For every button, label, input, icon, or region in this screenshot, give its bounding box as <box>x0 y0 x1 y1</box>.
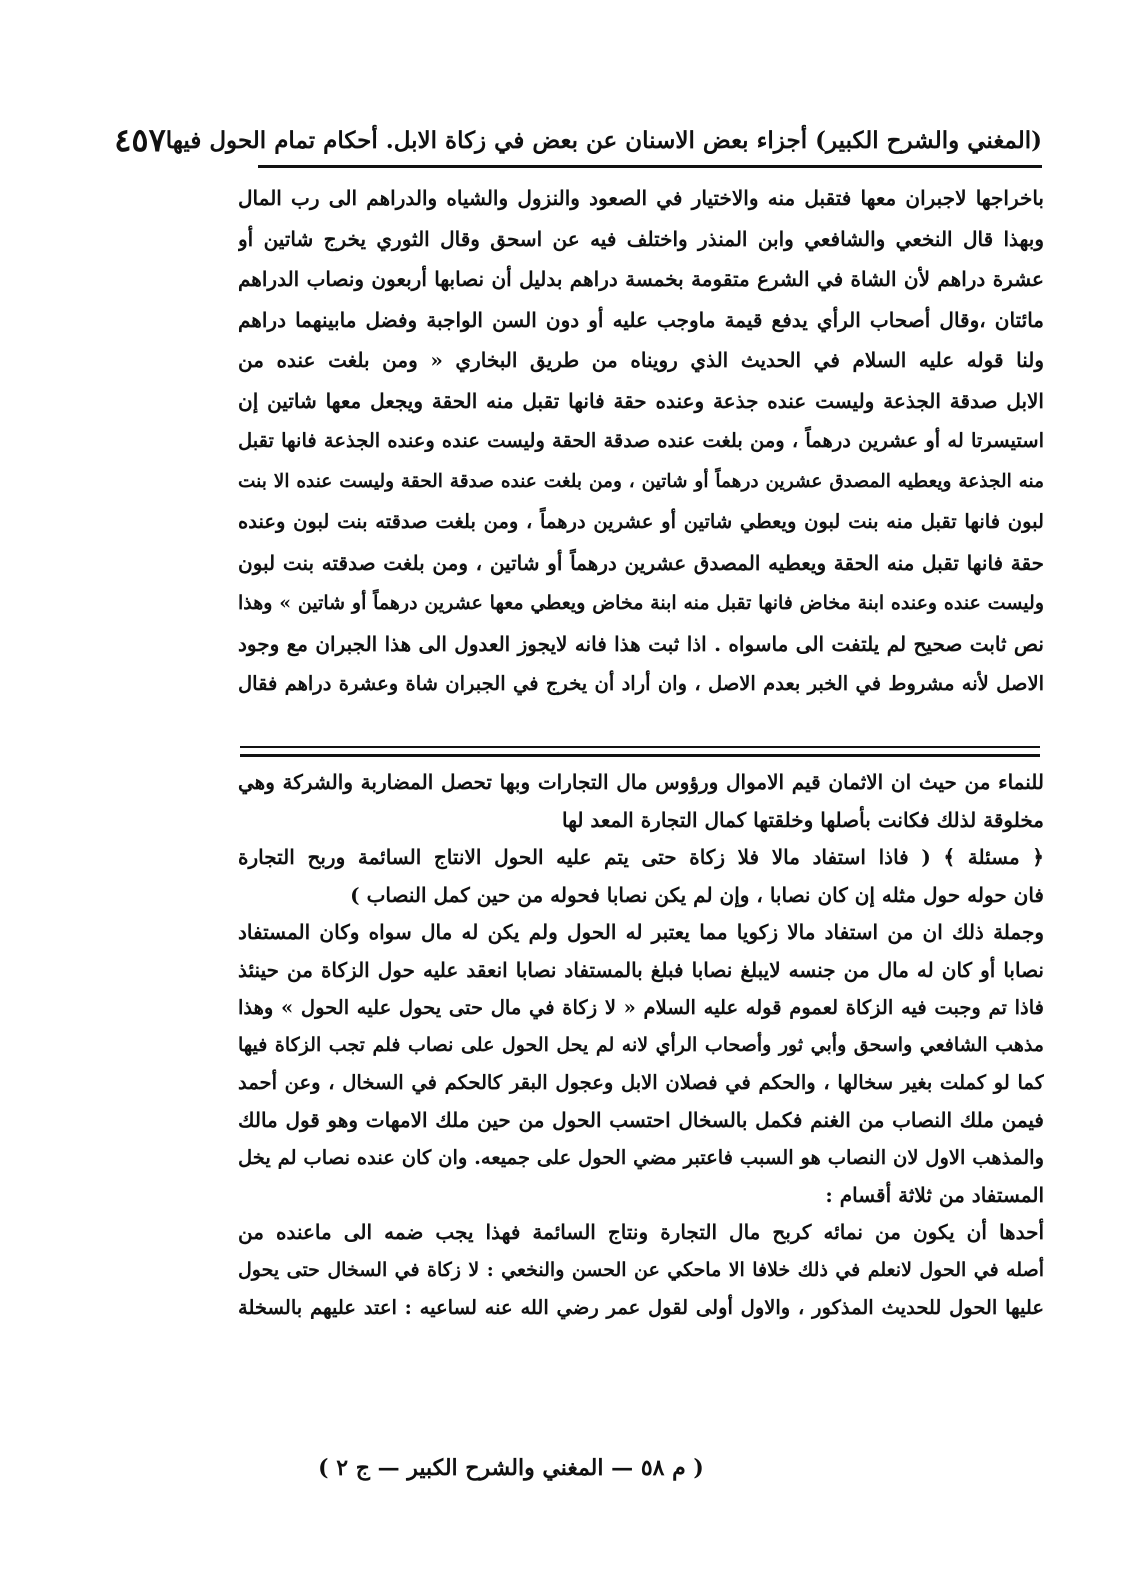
page-number: ٤٥٧ <box>114 121 166 159</box>
header-title: (المغني والشرح الكبير) أجزاء بعض الاسنان عن بعض في زكاة الابل. أحكام تمام الحول فيها <box>165 126 1042 154</box>
masala-heading-line: ﴿ مسئلة ﴾ ( فاذا استفاد مالا فلا زكاة حتى يتم عليه الحول الانتاج السائمة وربح التجارة <box>238 845 1044 869</box>
lower-text <box>238 764 1044 1327</box>
text-line: للنماء من حيث ان الاثمان قيم الاموال ورؤوس مال التجارات وبها تحصل المضاربة والشركة وهي <box>238 770 1044 794</box>
section-divider-thin <box>240 746 1040 748</box>
header-rule <box>258 165 1042 168</box>
text-line: وجملة ذلك ان من استفاد مالا زكويا مما يعتبر له الحول ولم يكن له مال سواه وكان المستفاد <box>238 920 1044 944</box>
text-line: منه الجذعة ويعطيه المصدق عشرين درهماً أو شاتين ، ومن بلغت عنده صدقة الحقة وليست عنده الا بنت <box>238 470 1044 492</box>
text-line: حقة فانها تقبل منه الحقة ويعطيه المصدق عشرين درهماً أو شاتين ، ومن بلغت صدقته بنت لبون <box>238 550 1044 575</box>
text-line: أحدها أن يكون من نمائه كربح مال التجارة ونتاج السائمة فهذا يجب ضمه الى ماعنده من <box>238 1220 1044 1244</box>
text-line: عشرة دراهم لأن الشاة في الشرع متقومة بخمسة دراهم بدليل أن نصابها أربعون ونصاب الدراهم <box>238 267 1044 291</box>
text-line: أصله في الحول لانعلم في ذلك خلافا الا ماحكي عن الحسن والنخعي : لا زكاة في السخال حتى يحول <box>238 1258 1044 1281</box>
text-line: نص ثابت صحيح لم يلتفت الى ماسواه . اذا ثبت هذا فانه لايجوز العدول الى هذا الجبران مع وجود <box>238 631 1044 656</box>
main-text <box>238 178 1044 705</box>
text-line: الابل صدقة الجذعة وليست عنده جذعة وعنده حقة فانها تقبل منه الحقة ويجعل معها شاتين إن <box>238 388 1044 413</box>
text-line: فان حوله حول مثله إن كان نصابا ، وإن لم يكن نصابا فحوله من حين كمل النصاب ) <box>350 882 1044 907</box>
text-line: والمذهب الاول لان النصاب هو السبب فاعتبر مضي الحول على جميعه. وان كان عنده نصاب لم يخل <box>238 1146 1044 1169</box>
text-line: وليست عنده وعنده ابنة مخاض فانها تقبل منه ابنة مخاض ويعطي معها عشرين درهماً أو شاتين » وهذا <box>238 592 1044 614</box>
running-header <box>114 120 1042 160</box>
text-line: استيسرتا له أو عشرين درهماً ، ومن بلغت عنده صدقة الحقة وليست عنده وعنده الجذعة فانها تقبل <box>238 429 1044 452</box>
text-line: نصابا أو كان له مال من جنسه لايبلغ نصابا فبلغ بالمستفاد نصابا انعقد عليه حول الزكاة من حينئذ <box>238 957 1044 982</box>
text-line: ولنا قوله عليه السلام في الحديث الذي رويناه من طريق البخاري « ومن بلغت عنده من <box>238 348 1044 372</box>
text-line: وبهذا قال النخعي والشافعي وابن المنذر واختلف فيه عن اسحق وقال الثوري يخرج شاتين أو <box>238 226 1044 251</box>
text-line: المستفاد من ثلاثة أقسام : <box>825 1182 1044 1207</box>
section-divider-thick <box>240 754 1040 757</box>
text-line: باخراجها لاجبران معها فتقبل منه والاختيار في الصعود والنزول والشياه والدراهم الى رب المال <box>238 186 1044 210</box>
text-line: كما لو كملت بغير سخالها ، والحكم في فصلان الابل وعجول البقر كالحكم في السخال ، وعن أحمد <box>238 1071 1044 1094</box>
signature-mark: ( م ٥٨ — المغني والشرح الكبير — ج ٢ ) <box>318 1455 704 1481</box>
text-line: مذهب الشافعي واسحق وأبي ثور وأصحاب الرأي لانه لم يحل الحول على نصاب فلم تجب الزكاة فيها <box>238 1033 1044 1056</box>
text-line: الاصل لأنه مشروط في الخبر بعدم الاصل ، وان أراد أن يخرج في الجبران شاة وعشرة دراهم فقال <box>238 672 1044 695</box>
text-line: فيمن ملك النصاب من الغنم فكمل بالسخال احتسب الحول من حين ملك الامهات وهو قول مالك <box>238 1107 1044 1132</box>
text-line: عليها الحول للحديث المذكور ، والاول أولى لقول عمر رضي الله عنه لساعيه : اعتد عليهم بالسخلة <box>238 1296 1044 1319</box>
text-line: لبون فانها تقبل منه بنت لبون ويعطي شاتين أو عشرين درهماً ، ومن بلغت صدقته بنت لبون وعنده <box>238 510 1044 533</box>
text-line: مخلوقة لذلك فكانت بأصلها وخلقتها كمال التجارة المعد لها <box>562 807 1044 832</box>
text-line: فاذا تم وجبت فيه الزكاة لعموم قوله عليه السلام « لا زكاة في مال حتى يحول عليه الحول » وهذا <box>238 996 1044 1019</box>
text-line: مائتان ،وقال أصحاب الرأي يدفع قيمة ماوجب عليه أو دون السن الواجبة وفضل مابينهما دراهم <box>238 307 1044 332</box>
